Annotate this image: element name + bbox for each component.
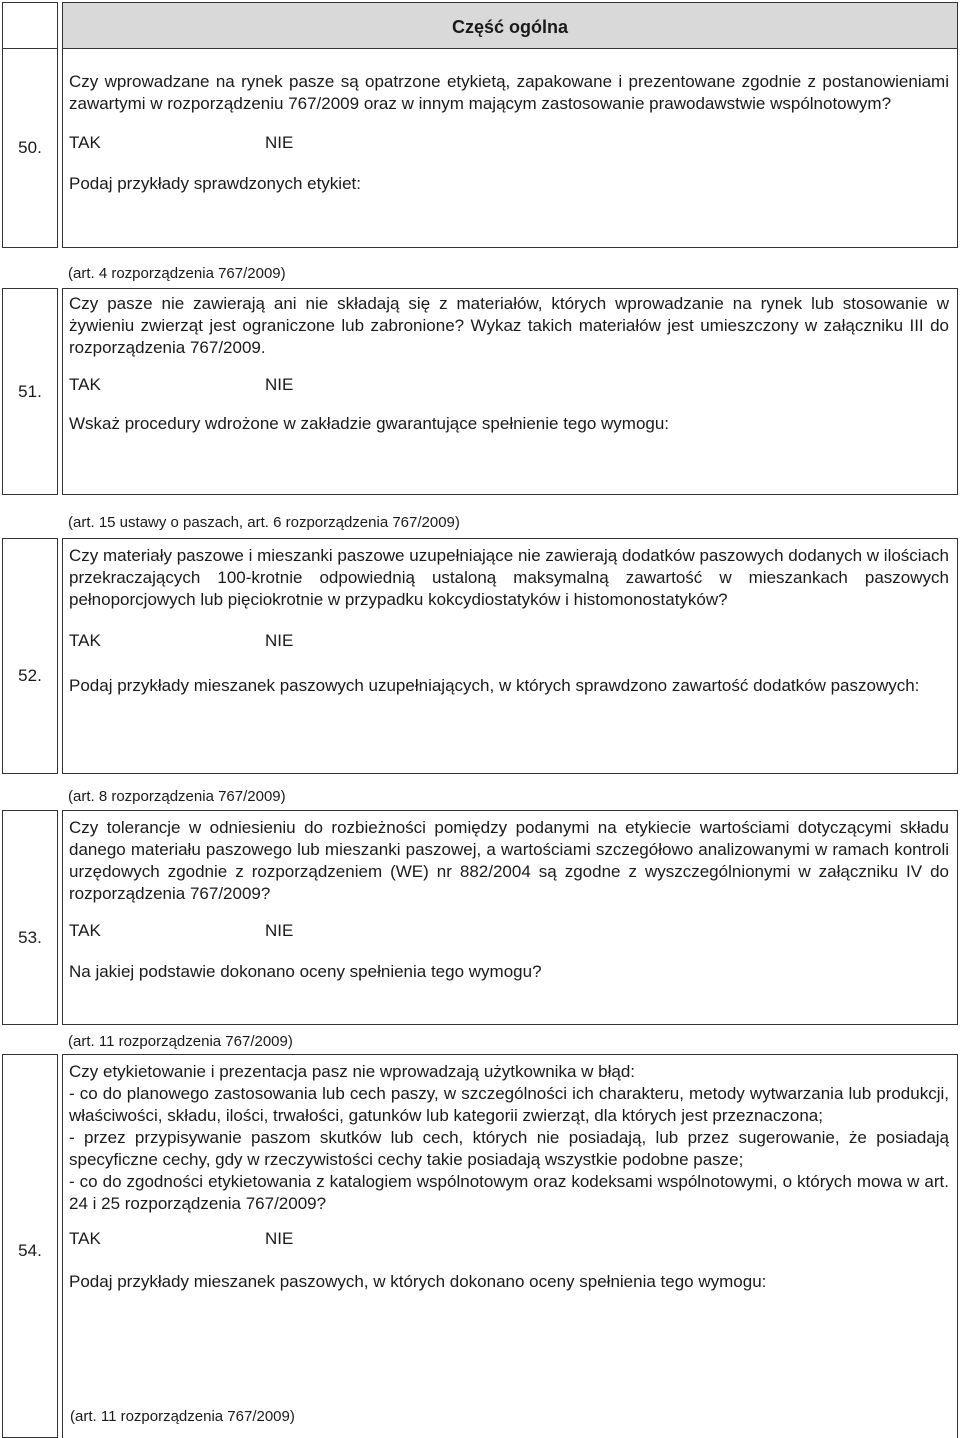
answer-options	[69, 631, 949, 653]
question-text-block	[69, 1061, 949, 1215]
answer-options	[69, 1229, 949, 1251]
question-content	[62, 1054, 958, 1438]
question-content	[62, 538, 958, 774]
answer-no[interactable]: NIE	[265, 921, 294, 940]
question-row-50	[2, 48, 956, 248]
answer-yes[interactable]: TAK	[69, 133, 101, 152]
question-text: Czy pasze nie zawierają ani nie składają się z materiałów, których wprowadzanie na rynek lub stosowanie w żywieniu zwierząt jest ograniczone lub zabronione? Wykaz takich materiałów jest umieszczony w załączniku III do rozporządzenia 767/2009.	[69, 294, 949, 357]
question-line: Czy etykietowanie i prezentacja pasz nie wprowadzają użytkownika w błąd:	[69, 1062, 636, 1081]
header-number-cell	[2, 2, 58, 48]
answer-prompt: Podaj przykłady mieszanek paszowych uzupełniających, w których sprawdzono zawartość dodatków paszowych:	[69, 676, 920, 695]
legal-reference: (art. 4 rozporządzenia 767/2009)	[68, 265, 286, 282]
answer-prompt: Wskaż procedury wdrożone w zakładzie gwarantujące spełnienie tego wymogu:	[69, 414, 670, 433]
question-number: 50.	[2, 48, 58, 248]
question-number: 53.	[2, 810, 58, 1025]
question-number: 54.	[2, 1054, 58, 1438]
answer-options	[69, 375, 949, 397]
question-line: - co do planowego zastosowania lub cech paszy, w szczególności ich charakteru, metody wytwarzania lub produkcji, właściwości, składu, ilości, trwałości, gatunków lub kategorii zwierząt, dla których jest przeznaczona;	[69, 1084, 949, 1125]
section-header-row	[2, 2, 956, 48]
section-title: Część ogólna	[62, 2, 958, 48]
legal-reference: (art. 11 rozporządzenia 767/2009)	[68, 1033, 293, 1050]
answer-no[interactable]: NIE	[265, 1229, 294, 1248]
answer-yes[interactable]: TAK	[69, 631, 101, 650]
answer-prompt: Podaj przykłady mieszanek paszowych, w których dokonano oceny spełnienia tego wymogu:	[69, 1272, 767, 1291]
legal-reference: (art. 11 rozporządzenia 767/2009)	[70, 1408, 299, 1425]
answer-no[interactable]: NIE	[265, 375, 294, 394]
question-line: - co do zgodności etykietowania z katalogiem wspólnotowym oraz kodeksami wspólnotowymi, o których mowa w art. 24 i 25 rozporządzenia 767/2009?	[69, 1172, 949, 1213]
question-row-52	[2, 538, 956, 774]
question-line: - przez przypisywanie paszom skutków lub cech, których nie posiadają, lub przez sugerowanie, że posiadają specyficzne cechy, gdy w rzeczywistości cechy takie posiadają wszystkie podobne pasze;	[69, 1128, 949, 1169]
question-content	[62, 810, 958, 1025]
answer-no[interactable]: NIE	[265, 631, 294, 650]
answer-yes[interactable]: TAK	[69, 375, 101, 394]
answer-options	[69, 133, 949, 155]
answer-options	[69, 921, 949, 943]
question-content	[62, 288, 958, 495]
question-number: 52.	[2, 538, 58, 774]
answer-yes[interactable]: TAK	[69, 921, 101, 940]
answer-prompt: Na jakiej podstawie dokonano oceny spełnienia tego wymogu?	[69, 962, 542, 981]
answer-prompt: Podaj przykłady sprawdzonych etykiet:	[69, 174, 361, 193]
answer-no[interactable]: NIE	[265, 133, 294, 152]
question-row-51	[2, 288, 956, 495]
question-text: Czy wprowadzane na rynek pasze są opatrzone etykietą, zapakowane i prezentowane zgodnie z postanowieniami zawartymi w rozporządzeniu 767/2009 oraz w innym mającym zastosowanie prawodawstwie wspólnotowym?	[69, 72, 949, 113]
legal-reference: (art. 8 rozporządzenia 767/2009)	[68, 788, 286, 805]
question-text: Czy tolerancje w odniesieniu do rozbieżności pomiędzy podanymi na etykiecie wartościami dotyczącymi składu danego materiału paszowego lub mieszanki paszowej, a wartościami szczegółowo analizowanymi w ramach kontroli urzędowych zgodnie z rozporządzeniem (WE) nr 882/2004 są zgodne z wyszczególnionymi w załączniku IV do rozporządzenia 767/2009?	[69, 818, 949, 903]
question-content	[62, 48, 958, 248]
question-row-53	[2, 810, 956, 1025]
question-row-54	[2, 1054, 956, 1438]
question-text: Czy materiały paszowe i mieszanki paszowe uzupełniające nie zawierają dodatków paszowych dodanych w ilościach przekraczających 100-krotnie odpowiednią ustaloną maksymalną zawartość w mieszankach paszowych pełnoporcjowych lub pięciokrotnie w przypadku kokcydiostatyków i histomonostatyków?	[69, 546, 949, 609]
legal-reference: (art. 15 ustawy o paszach, art. 6 rozporządzenia 767/2009)	[68, 514, 460, 531]
question-number: 51.	[2, 288, 58, 495]
answer-yes[interactable]: TAK	[69, 1229, 101, 1248]
